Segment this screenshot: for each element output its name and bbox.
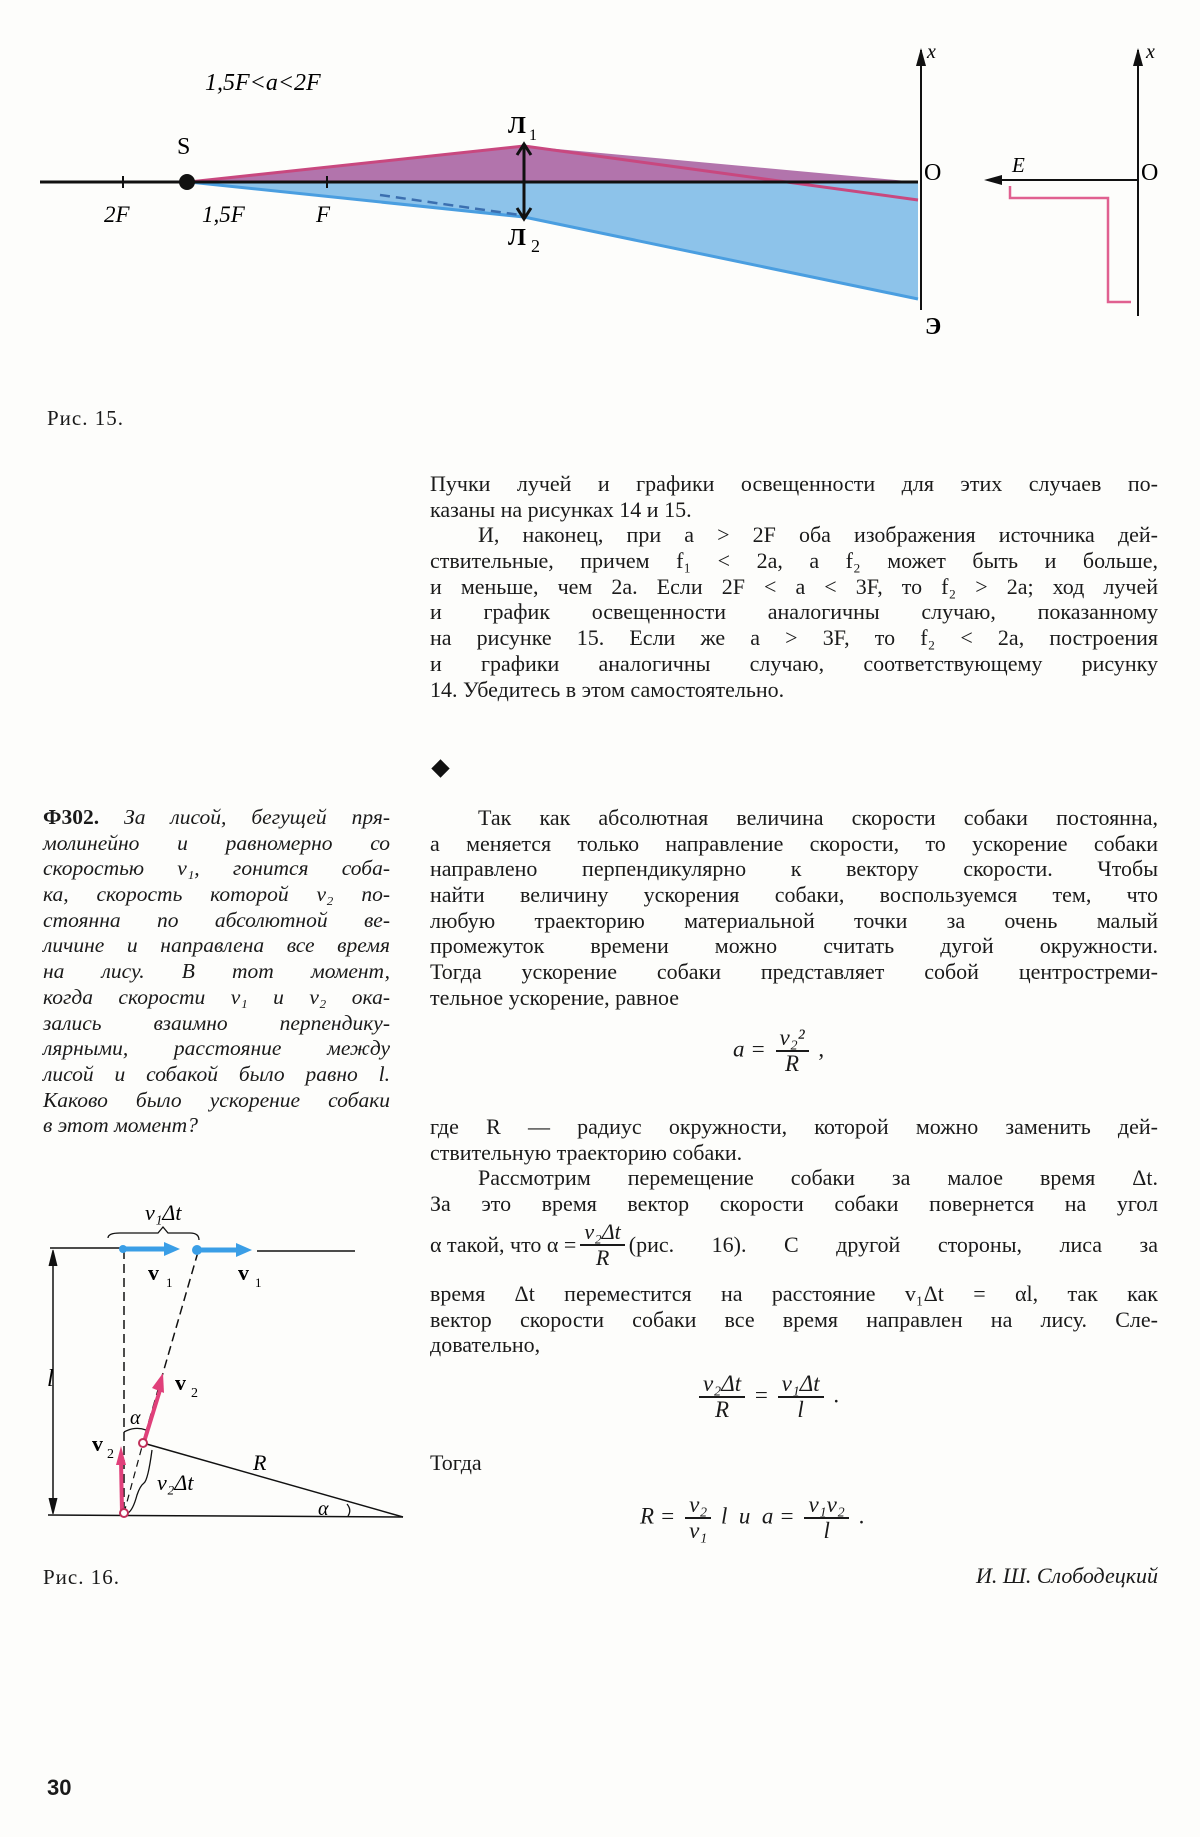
text-line: лисой и собакой было равно l. bbox=[43, 1061, 390, 1086]
text-line: Так как абсолютная величина скорости собаки постоянна, bbox=[478, 805, 1158, 830]
label-v1-dt: v₁Δt bbox=[145, 1200, 182, 1225]
source-point bbox=[179, 174, 195, 190]
tick-1-5f: 1,5F bbox=[202, 202, 245, 227]
text-line: Пучки лучей и графики освещенности для этих случаев по- bbox=[430, 471, 1158, 496]
then-label: Тогда bbox=[430, 1450, 482, 1475]
text-line: За это время вектор скорости собаки повернется на угол bbox=[430, 1191, 1158, 1217]
text-line: на рисунке 15. Если же a > 3F, то f₂ < 2a, построения bbox=[430, 625, 1158, 651]
v2-arrow-1 bbox=[121, 1460, 122, 1512]
text-line: зались взаимно перпендику- bbox=[43, 1010, 390, 1035]
text-line: тельное ускорение, равное bbox=[430, 984, 680, 1010]
label-v1-sub: 1 bbox=[166, 1275, 173, 1290]
text-line: в этот момент? bbox=[43, 1113, 198, 1138]
text-line: Тогда ускорение собаки представляет собой центростреми- bbox=[430, 959, 1158, 985]
formula-equality bbox=[695, 1372, 839, 1422]
label-v1: v bbox=[238, 1260, 249, 1285]
blue-beam bbox=[189, 182, 918, 299]
formula-mid: l и a = bbox=[721, 1503, 795, 1529]
text-line: ка, скорость которой v₂ по- bbox=[43, 882, 390, 907]
figure-15 bbox=[0, 0, 1200, 340]
lens-1-sub: 1 bbox=[529, 127, 537, 144]
text-line: казаны на рисунках 14 и 15. bbox=[430, 496, 692, 522]
formula-result bbox=[640, 1493, 864, 1543]
formula-centripetal bbox=[733, 1026, 824, 1076]
condition-label: 1,5F<a<2F bbox=[205, 70, 321, 96]
numerator: v₁Δt bbox=[778, 1372, 824, 1398]
numerator: v₂² bbox=[776, 1026, 809, 1052]
text-line: направлено перпендикулярно к вектору скорости. Чтобы bbox=[430, 856, 1158, 882]
text-line: молинейно и равномерно со bbox=[43, 830, 390, 855]
problem-number: Ф302. bbox=[43, 805, 100, 829]
label-v1: v bbox=[148, 1260, 159, 1285]
axis-x-label: x bbox=[927, 41, 936, 63]
tick-f: F bbox=[316, 202, 331, 227]
label-v2: v bbox=[175, 1370, 186, 1395]
text-line: промежуток времени можно считать дугой окружности. bbox=[430, 933, 1158, 959]
text-line: 14. Убедитесь в этом самостоятельно. bbox=[430, 676, 785, 702]
solution-part-c bbox=[430, 1281, 1158, 1358]
text-line: ствительные, причем f₁ < 2a, а f₂ может быть и больше, bbox=[430, 548, 1158, 574]
text-line: где R — радиус окружности, которой можно заменить дей- bbox=[430, 1114, 1158, 1139]
text-line: и графики аналогичны случаю, соответствующему рисунку bbox=[430, 650, 1158, 676]
lens-1-label: Л bbox=[508, 113, 526, 139]
numerator: v₁v₂ bbox=[804, 1493, 848, 1519]
author: И. Ш. Слободецкий bbox=[975, 1563, 1158, 1588]
text-line: За лисой, бегущей пря- bbox=[124, 805, 390, 829]
text-line: на лису. В тот момент, bbox=[43, 959, 390, 984]
text-line: и меньше, чем 2a. Если 2F < a < 3F, то f₂ > 2a; ход лучей bbox=[430, 573, 1158, 599]
text-line: вектор скорости собаки все время направлен на лису. Сле- bbox=[430, 1306, 1158, 1332]
equals: = bbox=[754, 1382, 768, 1408]
denominator: v₁ bbox=[689, 1518, 708, 1543]
denominator: R bbox=[785, 1051, 800, 1076]
numerator: v₂Δt bbox=[699, 1372, 745, 1398]
text-line: ствительную траекторию собаки. bbox=[430, 1139, 743, 1165]
label-l: l bbox=[47, 1366, 54, 1392]
text-line: личине и направлена все время bbox=[43, 933, 390, 958]
graph-origin-label: O bbox=[1141, 160, 1159, 186]
text-line: Рассмотрим перемещение собаки за малое время Δt. bbox=[478, 1165, 1158, 1191]
label-v1-sub: 1 bbox=[255, 1275, 262, 1290]
formula-tail: . bbox=[858, 1503, 865, 1529]
formula-lhs: a = bbox=[733, 1036, 766, 1062]
text-segment: (рис. 16). С другой стороны, лиса за bbox=[628, 1232, 1158, 1257]
figure-15-caption: Рис. 15. bbox=[47, 406, 124, 430]
text-line: любую траекторию материальной точки за очень малый bbox=[430, 907, 1158, 933]
denominator: l bbox=[797, 1397, 804, 1422]
alpha-line bbox=[430, 1220, 1158, 1270]
denominator: R bbox=[715, 1397, 730, 1422]
text-line: найти величину ускорения собаки, воспользуемся тем, что bbox=[430, 882, 1158, 908]
diamond-separator bbox=[431, 759, 449, 777]
text-segment: α такой, что α = bbox=[430, 1232, 577, 1257]
lens-2-sub: 2 bbox=[531, 236, 540, 256]
text-line: когда скорости v₁ и v₂ ока- bbox=[43, 984, 390, 1009]
problem-statement bbox=[43, 805, 390, 1139]
denominator: l bbox=[823, 1518, 830, 1543]
label-v2-dt: v₂Δt bbox=[157, 1470, 194, 1495]
illumination-graph bbox=[1010, 186, 1131, 302]
label-v2: v bbox=[92, 1431, 103, 1456]
v2-arrow-2 bbox=[144, 1390, 160, 1442]
figure-16-caption: Рис. 16. bbox=[43, 1565, 120, 1589]
paragraph-1 bbox=[430, 471, 1158, 702]
figure-16 bbox=[0, 1180, 420, 1550]
text-line: скоростью v₁, гонится соба- bbox=[43, 856, 390, 881]
label-v2-sub: 2 bbox=[107, 1447, 114, 1462]
denominator: R bbox=[595, 1245, 610, 1270]
source-label: S bbox=[177, 134, 191, 160]
screen-label: Э bbox=[925, 314, 942, 340]
formula-lhs: R = bbox=[640, 1503, 676, 1529]
origin-label: O bbox=[924, 160, 942, 186]
graph-e-label: E bbox=[1012, 153, 1025, 177]
text-line: лярными, расстояние между bbox=[43, 1036, 390, 1061]
label-alpha: α bbox=[130, 1407, 141, 1429]
lens-2-label: Л bbox=[508, 225, 526, 251]
text-line: стоянна по абсолютной ве- bbox=[43, 907, 390, 932]
text-line: довательно, bbox=[430, 1332, 541, 1358]
graph-axis-x-label: x bbox=[1146, 41, 1155, 63]
text-line: и график освещенности аналогичны случаю, показанному bbox=[430, 599, 1158, 625]
text-line: Каково было ускорение собаки bbox=[43, 1087, 390, 1112]
text-line: время Δt переместится на расстояние v₁Δt = αl, так как bbox=[430, 1281, 1158, 1306]
formula-tail: . bbox=[833, 1382, 840, 1408]
numerator: v₂Δt bbox=[580, 1220, 624, 1246]
label-v2-sub: 2 bbox=[191, 1386, 198, 1401]
solution-part-a bbox=[430, 805, 1158, 1011]
formula-tail: , bbox=[818, 1036, 825, 1062]
solution-part-b bbox=[430, 1114, 1158, 1217]
label-r: R bbox=[253, 1450, 267, 1475]
text-line: И, наконец, при a > 2F оба изображения источника дей- bbox=[478, 522, 1158, 548]
numerator: v₂ bbox=[685, 1493, 711, 1519]
text-line: а меняется только направление скорости, то ускорение собаки bbox=[430, 830, 1158, 856]
page-number: 30 bbox=[47, 1775, 72, 1800]
label-alpha: α bbox=[318, 1498, 329, 1520]
tick-2f: 2F bbox=[104, 202, 130, 227]
